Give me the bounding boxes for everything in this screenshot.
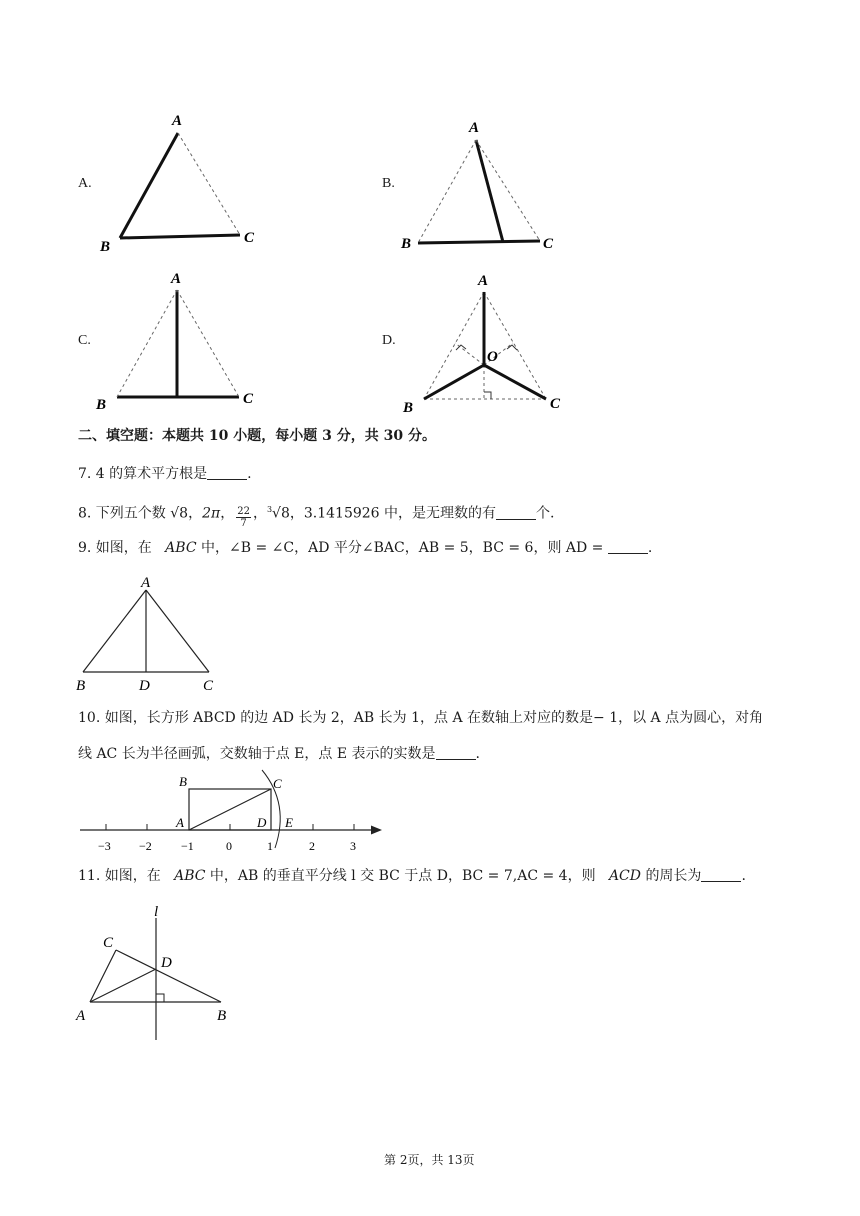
q11-suffix: 的周长为: [645, 868, 702, 884]
q11-mid: 中，AB 的垂直平分线 l 交 BC 于点 D，BC = 7,AC = 4，则: [209, 868, 596, 884]
q9-end: .: [647, 540, 653, 556]
q8-suffix: 中，是无理数的有: [384, 505, 497, 522]
label-b: B: [217, 1008, 227, 1024]
label-b: B: [100, 239, 111, 255]
answer-blank: [207, 465, 247, 480]
label-c: C: [244, 230, 255, 246]
q8-two-pi: 2π: [202, 505, 221, 522]
label-a: A: [172, 113, 183, 129]
q8-sqrt8: √8: [170, 505, 189, 522]
label-c: C: [243, 391, 254, 407]
option-figures: [0, 0, 860, 420]
option-d-label: D.: [382, 333, 396, 348]
q9-prefix: 9. 如图，在: [78, 540, 152, 556]
section-header: 二、填空题：本题共 10 小题，每小题 3 分，共 30 分。: [78, 428, 436, 444]
q8-number: 3.1415926: [303, 505, 380, 522]
q11-end: .: [741, 868, 746, 884]
label-b: B: [96, 397, 107, 413]
q11-figure: [70, 898, 250, 1044]
question-11: [78, 866, 746, 886]
answer-blank: [496, 505, 536, 520]
q10-line2-text: 线 AC 长为半径画弧，交数轴于点 E，点 E 表示的实数是: [78, 746, 436, 762]
option-c-label: C.: [78, 333, 91, 348]
figure-option-b: [400, 120, 554, 252]
tick-label: −2: [139, 839, 152, 853]
label-l: l: [154, 904, 159, 920]
label-d: D: [257, 815, 267, 830]
tick-label: −1: [181, 839, 194, 853]
tick-label: 1: [267, 839, 273, 853]
label-c: C: [103, 935, 114, 951]
q9-figure: [70, 568, 230, 696]
q11-acd: ACD: [608, 868, 641, 884]
page-footer: 第 2页，共 13页: [384, 1153, 475, 1167]
q9-abc: ABC: [165, 540, 197, 556]
label-c: C: [273, 776, 282, 791]
question-10-line1: 10. 如图，长方形 ABCD 的边 AD 长为 2，AB 长为 1，点 A 在数轴上对应的数是− 1，以 A 点为圆心，对角: [78, 710, 764, 726]
q10-end: .: [475, 746, 480, 762]
label-c: C: [550, 396, 561, 412]
question-8: 8. 下列五个数 √8，2π， $\frac{22}{7}$ ，$^3$√8，3.1415926 中，是无理数的有 个.: [78, 505, 555, 529]
label-b: B: [403, 400, 414, 416]
q11-abc: ABC: [174, 868, 206, 884]
figure-option-a: [99, 113, 255, 255]
question-9: [78, 538, 652, 558]
label-a: A: [478, 273, 489, 289]
q8-fraction: $\frac{22}{7}$: [237, 505, 250, 529]
label-a: A: [171, 271, 182, 287]
question-10-line2: [78, 744, 480, 764]
label-c: C: [543, 236, 554, 252]
number-line-ticks: [106, 824, 354, 830]
q9-mid: 中，∠B = ∠C，AD 平分∠BAC，AB = 5，BC = 6，则 AD =: [201, 540, 604, 556]
label-d: D: [139, 678, 150, 694]
q8-cbrt8: √8: [272, 505, 290, 522]
option-b-label: B.: [382, 176, 395, 191]
label-b: B: [401, 236, 412, 252]
tick-label: 2: [309, 839, 315, 853]
label-a: A: [176, 815, 184, 830]
label-b: B: [76, 678, 86, 694]
figure-option-d: [402, 273, 561, 416]
tick-label: 3: [350, 839, 356, 853]
label-b: B: [179, 774, 187, 789]
label-e: E: [285, 815, 293, 830]
label-o: O: [487, 349, 498, 365]
label-a: A: [76, 1008, 86, 1024]
q11-prefix: 11. 如图，在: [78, 868, 161, 884]
q7-end: .: [247, 466, 252, 482]
tick-label: 0: [226, 839, 232, 853]
answer-blank: [608, 539, 648, 554]
q7-text: 7. 4 的算术平方根是: [78, 466, 208, 482]
q8-prefix: 8. 下列五个数: [78, 505, 166, 522]
question-7: [78, 464, 252, 484]
option-a-label: A.: [78, 176, 92, 191]
figure-option-c: [95, 271, 254, 413]
answer-blank: [701, 867, 741, 882]
label-c: C: [203, 678, 214, 694]
q8-cbrt-index: 3: [266, 505, 273, 514]
answer-blank: [436, 745, 476, 760]
label-a: A: [469, 120, 480, 136]
q10-number-line-figure: [76, 768, 388, 858]
q8-end: 个.: [536, 505, 555, 522]
tick-label: −3: [98, 839, 111, 853]
label-a: A: [141, 575, 151, 591]
label-d: D: [161, 955, 172, 971]
